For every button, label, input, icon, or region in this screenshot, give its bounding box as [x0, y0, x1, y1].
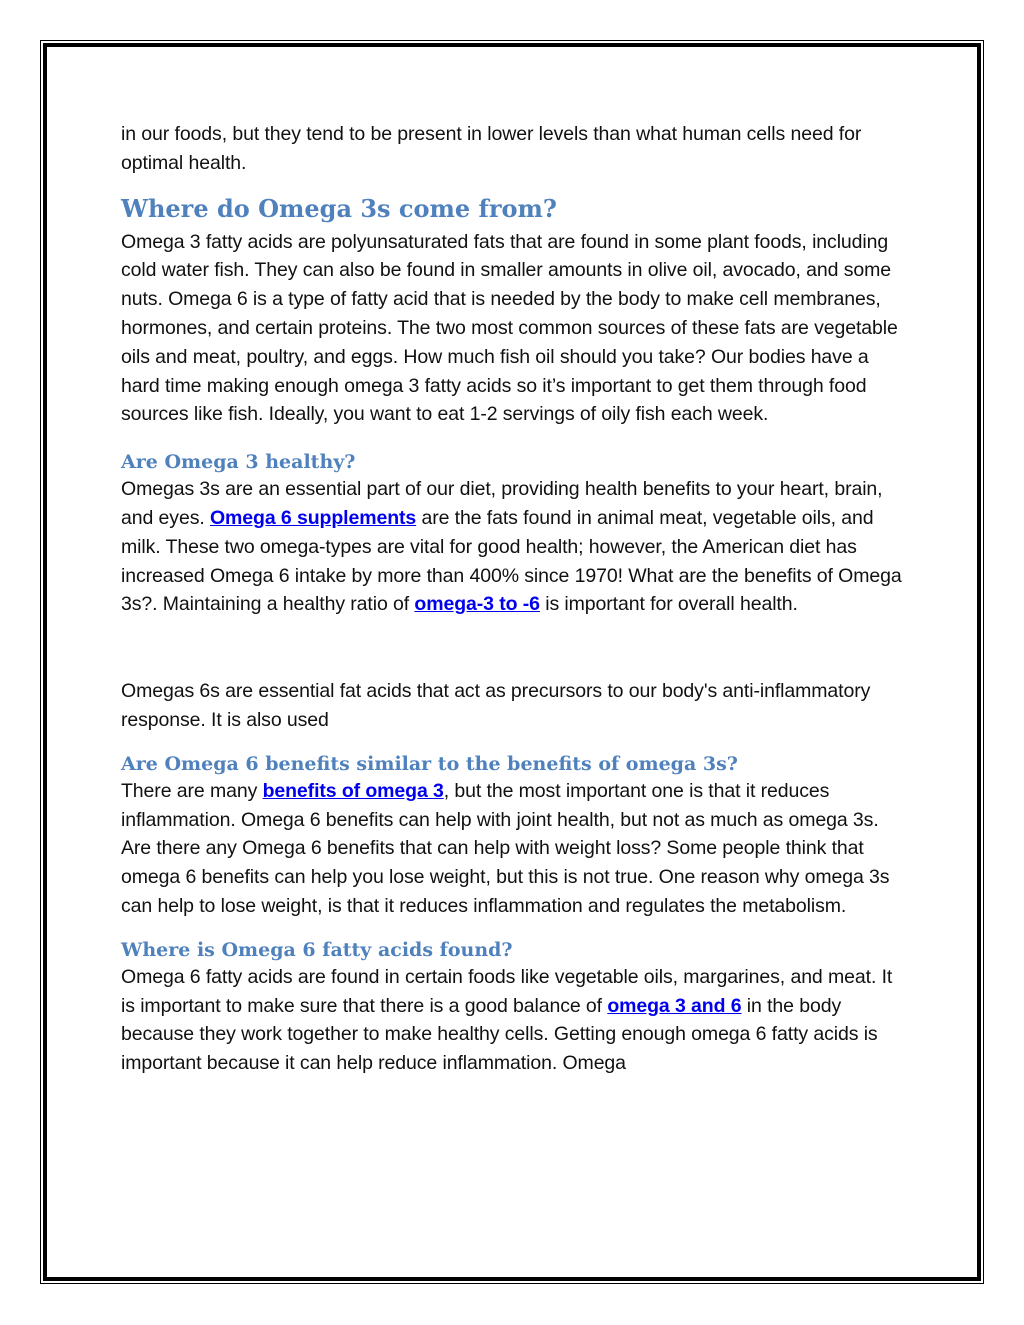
text-segment: Omegas 3s are an essential part of our diet, providing health benefits to your heart, brain, and eyes. — [121, 478, 883, 529]
document-content — [121, 120, 911, 1078]
text-segment: is important for overall health. — [539, 593, 798, 616]
text-segment: are the fats found in animal meat, vegetable oils, and milk. These two omega-types are vital for good health; however, the American diet has increased Omega 6 intake by more than 400% since 1970! What are the benefits of Omega 3s?. Maintaining a healthy ratio of — [121, 506, 902, 616]
link-omega6-supplements[interactable]: Omega 6 supplements — [209, 506, 417, 529]
paragraph-omega6-benefits — [121, 777, 911, 921]
heading-where-omega3-from: Where do Omega 3s come from? — [121, 193, 557, 223]
paragraph-omega6-found — [121, 963, 911, 1078]
text-segment: in the body because they work together to make healthy cells. Getting enough omega 6 fatty acids is important because it can help reduce inflammation. Omega — [121, 994, 878, 1075]
text-segment: Omega 6 fatty acids are found in certain foods like vegetable oils, margarines, and meat. It is important to make sure that there is a good balance of — [121, 965, 893, 1017]
link-omega3-to-6[interactable]: omega-3 to -6 — [414, 593, 540, 616]
paragraph-omega3-healthy — [121, 475, 911, 619]
intro-paragraph: in our foods, but they tend to be present in lower levels than what human cells need for optimal health. — [121, 123, 862, 174]
link-omega3-and-6[interactable]: omega 3 and 6 — [607, 994, 742, 1017]
text-segment: There are many — [121, 779, 263, 802]
link-benefits-of-omega3[interactable]: benefits of omega 3 — [262, 779, 444, 802]
heading-omega6-benefits: Are Omega 6 benefits similar to the benefits of omega 3s? — [121, 752, 738, 775]
heading-are-omega3-healthy: Are Omega 3 healthy? — [121, 451, 356, 474]
paragraph-omega3-sources: Omega 3 fatty acids are polyunsaturated fats that are found in some plant foods, including cold water fish. They can also be found in smaller amounts in olive oil, avocado, and some nuts. Omega 6 is a type of fatty acid that is needed by the body to make cell membranes, hormones, and certain proteins. The two most common sources of these fats are vegetable oils and meat, poultry, and eggs. How much fish oil should you take? Our bodies have a hard time making enough omega 3 fatty acids so it’s important to get them through food sources like fish. Ideally, you want to eat 1-2 servings of oily fish each week. — [121, 230, 898, 426]
heading-where-omega6-found: Where is Omega 6 fatty acids found? — [121, 938, 513, 961]
paragraph-omega6-essential: Omegas 6s are essential fat acids that act as precursors to our body's anti-inflammatory response. It is also used — [121, 680, 871, 731]
text-segment: , but the most important one is that it reduces inflammation. Omega 6 benefits can help with joint health, but not as much as omega 3s. Are there any Omega 6 benefits that can help with weight loss? Some people think that omega 6 benefits can help you lose weight, but this is not true. One reason why omega 3s can help to lose weight, is that it reduces inflammation and regulates the metabolism. — [121, 779, 890, 917]
